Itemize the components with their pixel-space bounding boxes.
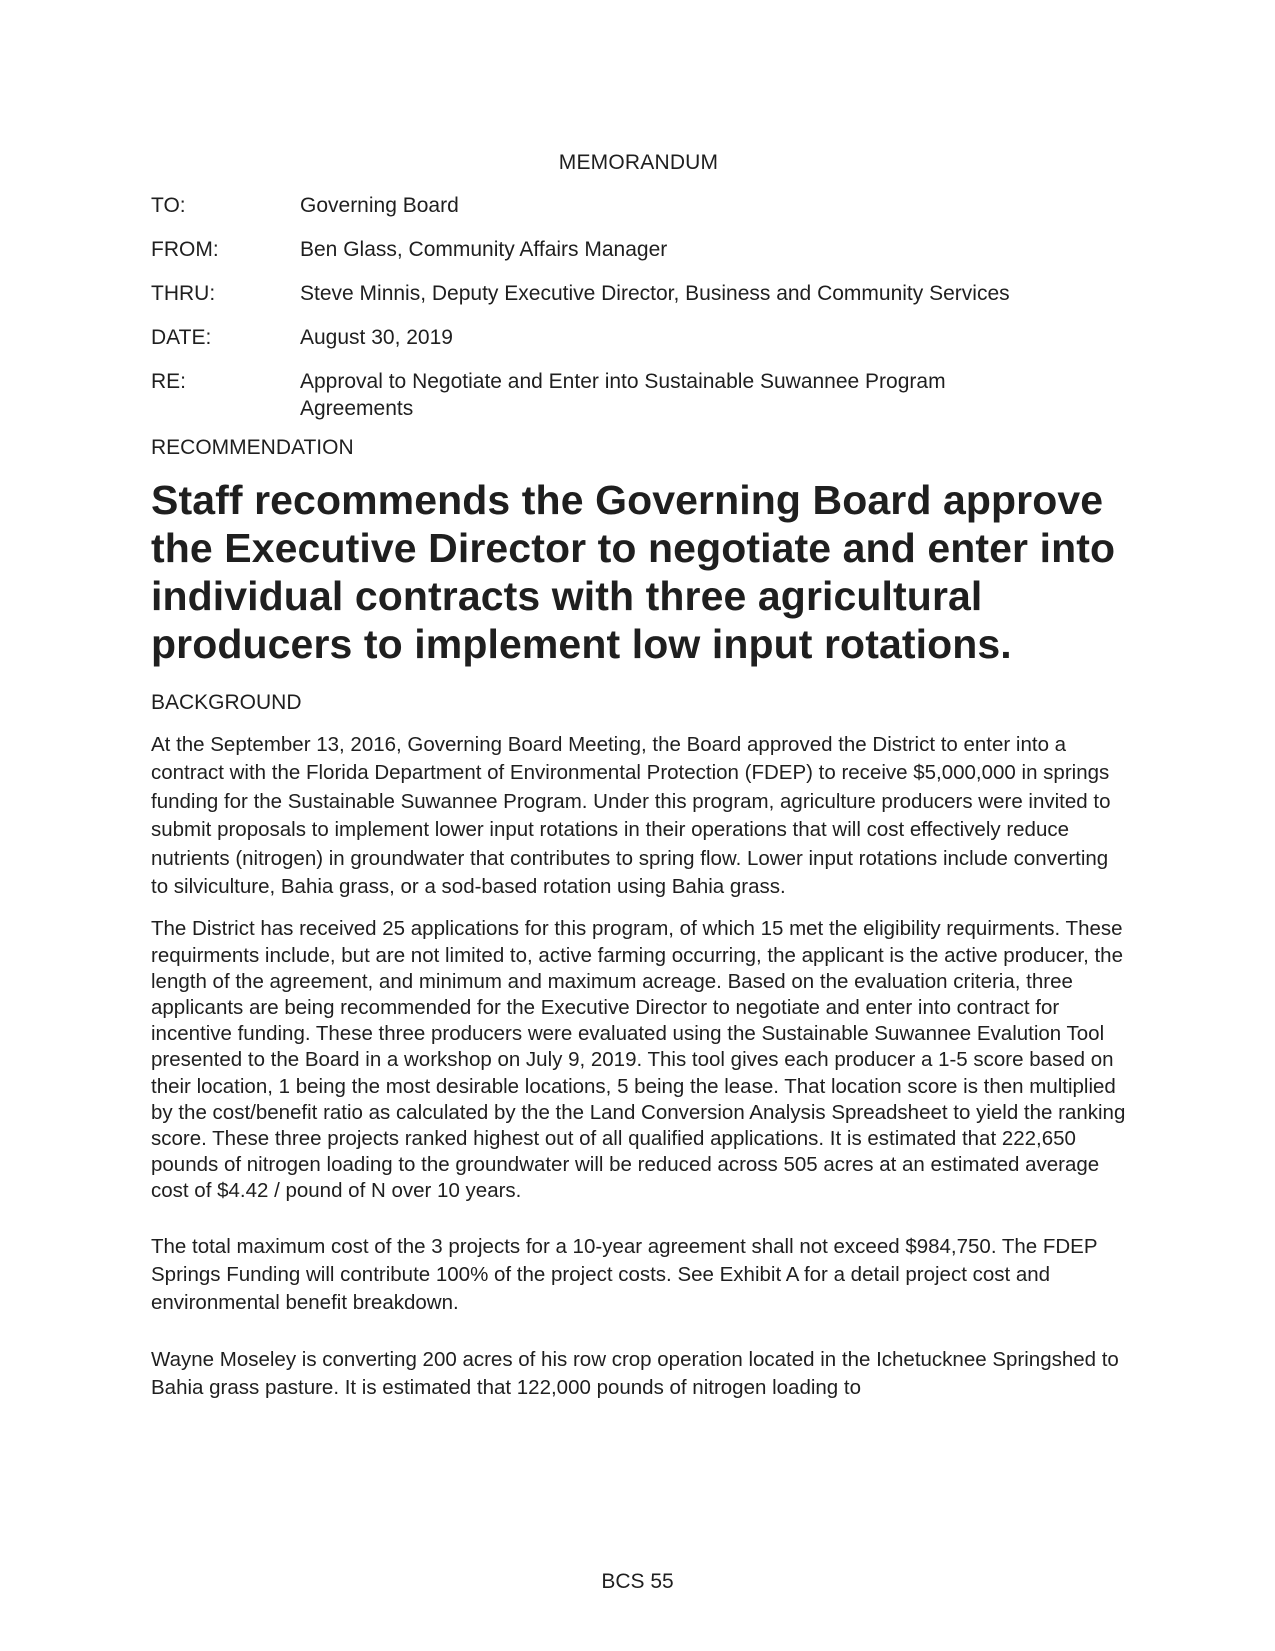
recommendation-heading: RECOMMENDATION bbox=[151, 436, 354, 459]
memo-from-value: Ben Glass, Community Affairs Manager bbox=[300, 238, 668, 261]
background-paragraph-1: At the September 13, 2016, Governing Board Meeting, the Board approved the District to enter into a contract with the Florida Department of Environmental Protection (FDEP) to receive $5,000,000 in springs funding for the Sustainable Suwannee Program. Under this program, agriculture producers were invited to submit proposals to implement lower input rotations in their operations that will cost effectively reduce nutrients (nitrogen) in groundwater that contributes to spring flow. Lower input rotations include converting to silviculture, Bahia grass, or a sod-based rotation using Bahia grass. bbox=[151, 733, 1111, 899]
memo-date-row bbox=[151, 324, 1126, 351]
memo-thru-label: THRU: bbox=[151, 282, 216, 305]
memo-re-value: Approval to Negotiate and Enter into Sustainable Suwannee Program Agreements bbox=[300, 370, 946, 420]
recommendation-text: Staff recommends the Governing Board approve the Executive Director to negotiate and enter into individual contracts with three agricultural producers to implement low input rotations. bbox=[151, 477, 1116, 667]
memo-to-label: TO: bbox=[151, 194, 186, 217]
memo-re-row bbox=[151, 368, 1126, 422]
memo-date-label: DATE: bbox=[151, 326, 212, 349]
background-paragraph-2: The District has received 25 applications for this program, of which 15 met the eligibility requirments. These requirments include, but are not limited to, active farming occurring, the applicant is the active producer, the length of the agreement, and minimum and maximum acreage. Based on the evaluation criteria, three applicants are being recommended for the Executive Director to negotiate and enter into contract for incentive funding. These three producers were evaluated using the Sustainable Suwannee Evalution Tool presented to the Board in a workshop on July 9, 2019. This tool gives each producer a 1-5 score based on their location, 1 being the most desirable locations, 5 being the lease. That location score is then multiplied by the cost/benefit ratio as calculated by the the Land Conversion Analysis Spreadsheet to yield the ranking score. These three projects ranked highest out of all qualified applications. It is estimated that 222,650 pounds of nitrogen loading to the groundwater will be reduced across 505 acres at an estimated average cost of $4.42 / pound of N over 10 years. bbox=[151, 917, 1126, 1203]
memo-to-value: Governing Board bbox=[300, 194, 459, 217]
memo-thru-row bbox=[151, 280, 1126, 307]
page-number: BCS 55 bbox=[601, 1570, 674, 1593]
background-heading: BACKGROUND bbox=[151, 691, 302, 714]
memo-re-label: RE: bbox=[151, 370, 187, 393]
memo-page bbox=[151, 140, 1126, 1418]
memo-from-row bbox=[151, 236, 1126, 263]
memo-thru-value: Steve Minnis, Deputy Executive Director, Business and Community Services bbox=[300, 282, 1010, 305]
background-paragraph-4: Wayne Moseley is converting 200 acres of his row crop operation located in the Ichetucknee Springshed to Bahia grass pasture. It is estimated that 122,000 pounds of nitrogen loading to bbox=[151, 1347, 1119, 1400]
memo-to-row bbox=[151, 192, 1126, 219]
background-paragraph-3: The total maximum cost of the 3 projects for a 10-year agreement shall not exceed $984,750. The FDEP Springs Funding will contribute 100% of the project costs. See Exhibit A for a detail project cost and environmental benefit breakdown. bbox=[151, 1234, 1098, 1315]
memo-title: MEMORANDUM bbox=[558, 151, 719, 174]
memo-date-value: August 30, 2019 bbox=[300, 326, 453, 349]
memo-from-label: FROM: bbox=[151, 238, 219, 261]
